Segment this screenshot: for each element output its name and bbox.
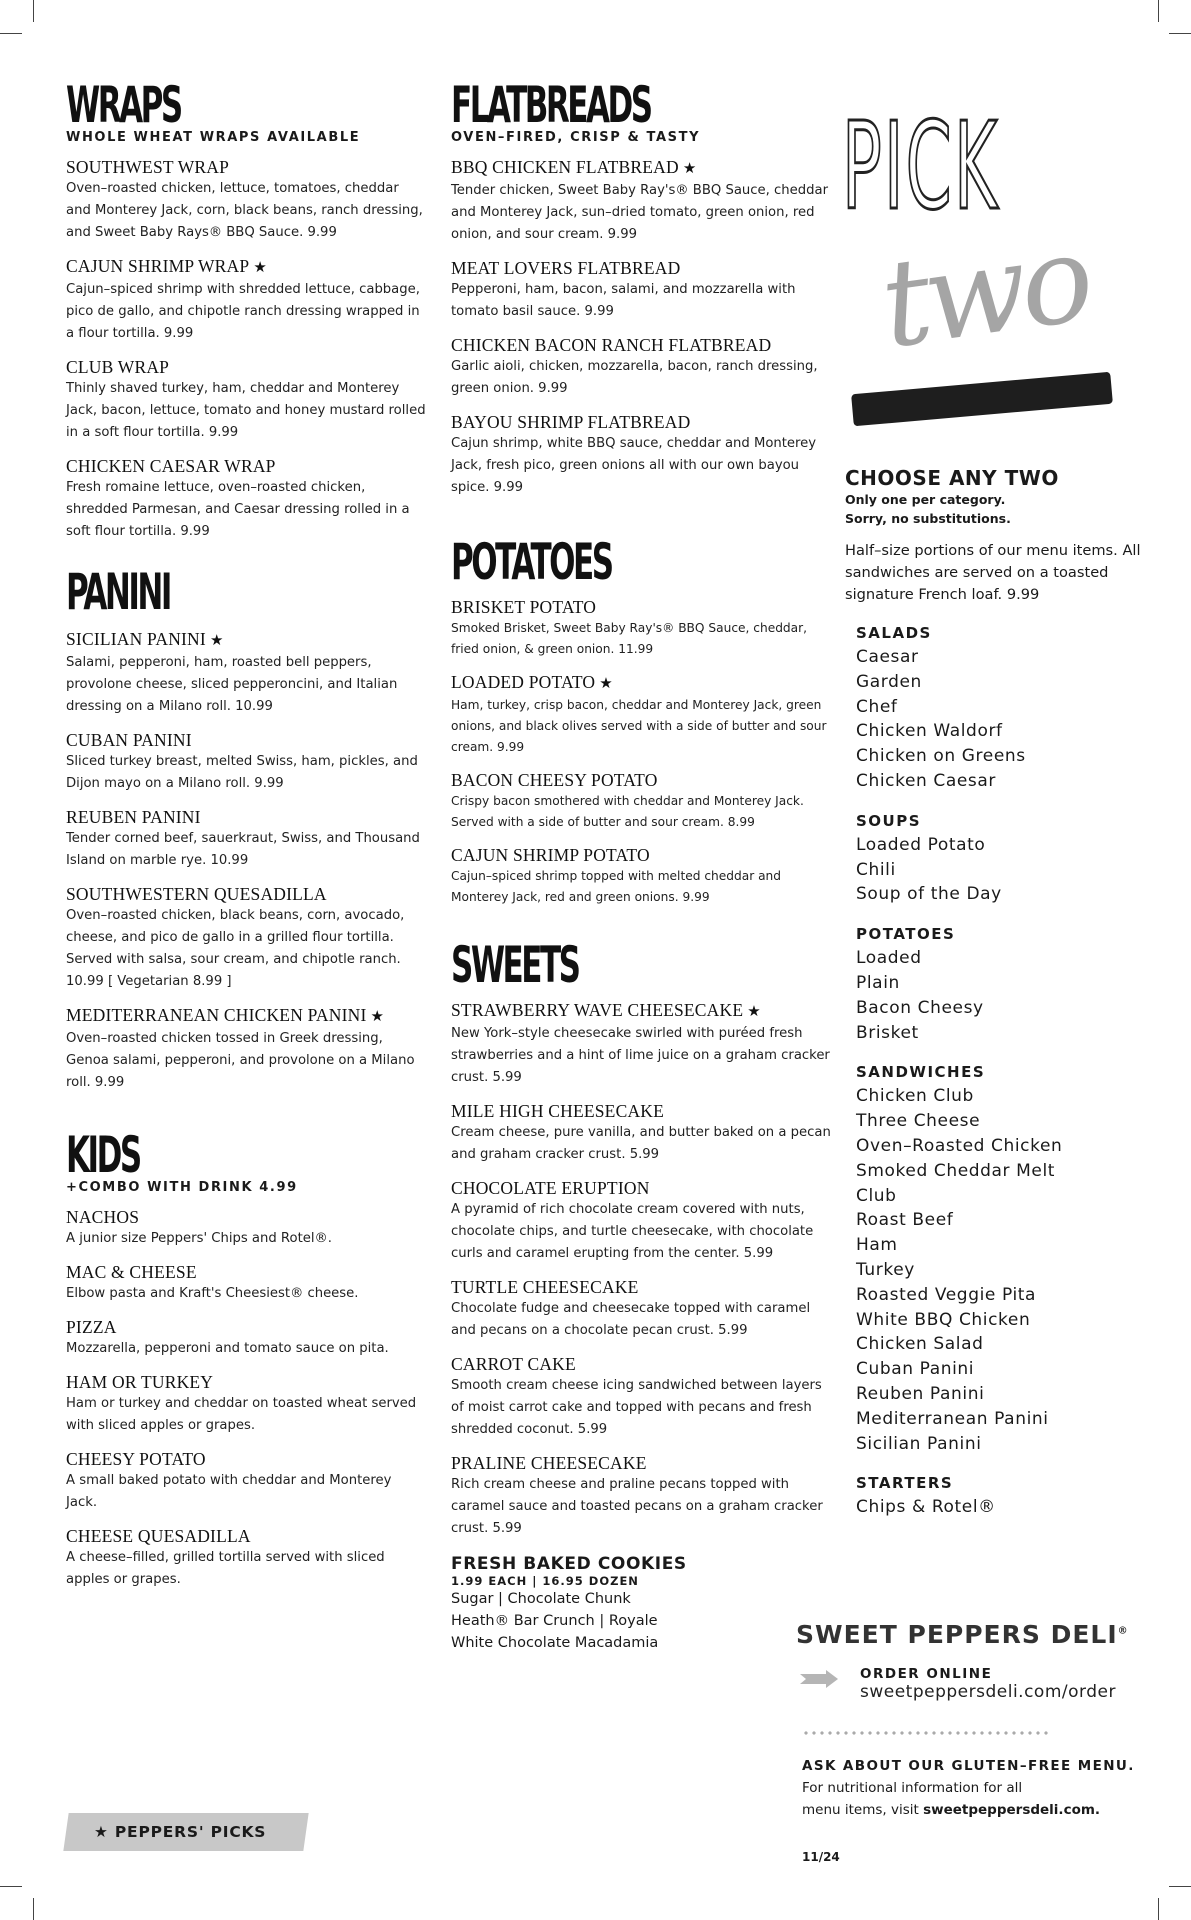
choose-block (842, 466, 1162, 606)
menu-item-name (451, 1000, 831, 1023)
menu-item-name-text: CHEESE QUESADILLA (66, 1526, 251, 1546)
potatoes-title: POTATOES (451, 533, 612, 591)
menu-item-name (451, 672, 831, 695)
cookies-line: Heath® Bar Crunch | Royale (451, 1613, 658, 1629)
arrow-icon (800, 1670, 838, 1688)
menu-item-name-text: SOUTHWESTERN QUESADILLA (66, 884, 327, 904)
menu-item-name (66, 456, 426, 477)
category-heading: POTATOES (856, 925, 956, 944)
menu-item-description: Thinly shaved turkey, ham, cheddar and Monterey Jack, bacon, lettuce, tomato and honey mustard rolled in a soft flour tortilla. 9.99 (66, 381, 426, 440)
category-item: Garden (856, 671, 922, 692)
cookies-line: Sugar | Chocolate Chunk (451, 1591, 631, 1607)
menu-item-description: Cajun–spiced shrimp topped with melted cheddar and Monterey Jack, red and green onions. 9.99 (451, 869, 782, 904)
pick-word: PICK (842, 98, 1000, 237)
wraps-subtitle: WHOLE WHEAT WRAPS AVAILABLE (66, 130, 361, 145)
panini-section (66, 563, 426, 1094)
pick-two-category (842, 812, 1162, 907)
sweets-title: SWEETS (451, 936, 579, 994)
category-item: Sicilian Panini (856, 1433, 982, 1454)
category-item: Soup of the Day (856, 884, 1002, 905)
nutrition-line: For nutritional information for all (802, 1780, 1023, 1796)
menu-item-name (66, 1207, 426, 1228)
menu-item (66, 1262, 426, 1305)
menu-item-name-text: BACON CHEESY POTATO (451, 770, 658, 790)
two-word: two (873, 209, 1096, 376)
category-item: Chili (856, 859, 896, 880)
menu-item-name (451, 1354, 831, 1375)
order-label: ORDER ONLINE (860, 1666, 993, 1682)
menu-item-name (66, 1262, 426, 1283)
wraps-title: WRAPS (66, 76, 181, 134)
menu-item (451, 845, 831, 908)
menu-item-description: Mozzarella, pepperoni and tomato sauce on pita. (66, 1341, 389, 1356)
category-item: Brisket (856, 1022, 919, 1043)
menu-item (66, 1207, 426, 1250)
cookies-price: 1.99 EACH | 16.95 DOZEN (451, 1574, 639, 1588)
middle-column (451, 76, 831, 1654)
pick-two-category (842, 1474, 1162, 1520)
pick-two-logo (842, 98, 1162, 448)
star-icon: ★ (747, 1004, 761, 1020)
potatoes-section (451, 533, 831, 908)
brand-registered: ® (1117, 1625, 1129, 1637)
menu-item (451, 1277, 831, 1342)
menu-item-name (66, 1526, 426, 1547)
category-item: Roast Beef (856, 1210, 954, 1231)
menu-item (451, 157, 831, 246)
star-icon: ★ (209, 633, 224, 649)
menu-item (451, 1178, 831, 1265)
cookies-block (451, 1554, 831, 1654)
category-item: Chicken Club (856, 1086, 974, 1107)
sweets-list (451, 1000, 831, 1540)
menu-item (451, 672, 831, 758)
menu-item-description: Tender corned beef, sauerkraut, Swiss, and Thousand Island on marble rye. 10.99 (66, 831, 420, 868)
menu-item-name (451, 597, 831, 618)
peppers-picks-label: ★ PEPPERS' PICKS (94, 1823, 267, 1841)
dotted-divider (802, 1731, 1052, 1735)
pick-two-category (842, 1063, 1162, 1456)
menu-item-description: Salami, pepperoni, ham, roasted bell peppers, provolone cheese, sliced pepperoncini, and Italian dressing on a Milano roll. 10.99 (66, 655, 398, 714)
category-item: Turkey (856, 1259, 915, 1280)
menu-item (66, 730, 426, 795)
pick-two-category (842, 624, 1162, 794)
menu-item-description: Ham or turkey and cheddar on toasted wheat served with sliced apples or grapes. (66, 1396, 417, 1433)
menu-item-description: Pepperoni, ham, bacon, salami, and mozzarella with tomato basil sauce. 9.99 (451, 282, 796, 319)
menu-item-name (66, 1449, 426, 1470)
category-items (856, 645, 1162, 794)
menu-item-name-text: STRAWBERRY WAVE CHEESECAKE (451, 1000, 744, 1020)
menu-item-description: A cheese–filled, grilled tortilla served with sliced apples or grapes. (66, 1550, 385, 1587)
menu-item (451, 1000, 831, 1089)
menu-item-name-text: HAM OR TURKEY (66, 1372, 214, 1392)
menu-item-name (451, 412, 831, 433)
menu-item-name (451, 1101, 831, 1122)
menu-item-name-text: BBQ CHICKEN FLATBREAD (451, 157, 679, 177)
menu-item-name (66, 1005, 426, 1028)
category-item: Oven–Roasted Chicken (856, 1135, 1063, 1156)
menu-item-description: Ham, turkey, crisp bacon, cheddar and Monterey Jack, green onions, and black olives served with a side of butter and sour cream. 9.99 (451, 698, 827, 754)
menu-item-name (451, 1277, 831, 1298)
menu-item-name (66, 256, 426, 279)
menu-item (66, 1005, 426, 1094)
menu-item-description: Cream cheese, pure vanilla, and butter baked on a pecan and graham cracker crust. 5.99 (451, 1125, 831, 1162)
kids-title: KIDS (66, 1126, 140, 1184)
category-item: Chicken Caesar (856, 770, 997, 791)
menu-item-name-text: CUBAN PANINI (66, 730, 192, 750)
menu-item (451, 597, 831, 660)
menu-item (66, 456, 426, 543)
menu-item-name-text: CHEESY POTATO (66, 1449, 206, 1469)
menu-item-name-text: CARROT CAKE (451, 1354, 576, 1374)
menu-item (66, 1317, 426, 1360)
category-item: Reuben Panini (856, 1383, 985, 1404)
cookies-title: FRESH BAKED COOKIES (451, 1554, 687, 1574)
menu-item-description: Chocolate fudge and cheesecake topped with caramel and pecans on a chocolate pecan crust. 5.99 (451, 1301, 811, 1338)
flatbreads-section (451, 76, 831, 499)
menu-item-name (451, 1453, 831, 1474)
category-items (856, 833, 1162, 907)
menu-item-name (451, 258, 831, 279)
menu-item-name-text: MEDITERRANEAN CHICKEN PANINI (66, 1005, 367, 1025)
menu-item-description: Crispy bacon smothered with cheddar and Monterey Jack. Served with a side of butter and sour cream. 8.99 (451, 794, 804, 829)
menu-item-description: A small baked potato with cheddar and Monterey Jack. (66, 1473, 392, 1510)
star-icon: ★ (253, 260, 267, 276)
menu-item (66, 884, 426, 993)
category-item: Loaded (856, 948, 922, 969)
wraps-section (66, 76, 426, 543)
pick-two-category (842, 925, 1162, 1045)
menu-item-name (451, 1178, 831, 1199)
menu-item-name (451, 845, 831, 866)
choose-title: CHOOSE ANY TWO (845, 466, 1059, 490)
category-item: Club (856, 1185, 897, 1206)
category-item: Bacon Cheesy (856, 997, 984, 1018)
star-icon: ★ (370, 1009, 385, 1025)
menu-item-name-text: MAC & CHEESE (66, 1262, 197, 1282)
menu-item (451, 412, 831, 499)
menu-item (451, 258, 831, 323)
nutrition-prefix: menu items, visit (802, 1802, 924, 1818)
menu-item-description: Tender chicken, Sweet Baby Ray's® BBQ Sauce, cheddar and Monterey Jack, sun–dried tomato, green onion, red onion, and sour cream. 9.99 (451, 183, 828, 242)
menu-item (451, 1453, 831, 1540)
menu-item-description: Smoked Brisket, Sweet Baby Ray's® BBQ Sauce, cheddar, fried onion, & green onion. 11.99 (451, 621, 808, 656)
menu-item-name-text: CHOCOLATE ERUPTION (451, 1178, 650, 1198)
menu-item (66, 1526, 426, 1591)
flatbreads-subtitle: OVEN–FIRED, CRISP & TASTY (451, 130, 701, 145)
menu-item-description: New York–style cheesecake swirled with puréed fresh strawberries and a hint of lime juice on a graham cracker crust. 5.99 (451, 1026, 830, 1085)
menu-item (66, 357, 426, 444)
menu-item-name (66, 1317, 426, 1338)
menu-item-name-text: SICILIAN PANINI (66, 629, 206, 649)
category-item: Chips & Rotel® (856, 1497, 996, 1518)
menu-item-name (66, 1372, 426, 1393)
category-heading: SOUPS (856, 811, 922, 830)
category-item: Smoked Cheddar Melt (856, 1160, 1056, 1181)
menu-item-name (451, 770, 831, 791)
wraps-list (66, 157, 426, 543)
menu-item-description: Cajun–spiced shrimp with shredded lettuce, cabbage, pico de gallo, and chipotle ranch dressing wrapped in a flour tortilla. 9.99 (66, 282, 420, 341)
kids-subtitle: +COMBO WITH DRINK 4.99 (66, 1180, 298, 1195)
menu-item-description: Oven–roasted chicken, lettuce, tomatoes, cheddar and Monterey Jack, corn, black beans, ranch dressing, and Sweet Baby Rays® BBQ Sauce. 9.99 (66, 181, 423, 240)
order-url-link[interactable]: sweetpeppersdeli.com/order (860, 1682, 1116, 1702)
crop-mark (33, 1898, 34, 1920)
sweets-section (451, 936, 831, 1654)
nutrition-line (802, 1799, 1162, 1821)
potatoes-list (451, 597, 831, 908)
menu-item (451, 1354, 831, 1441)
category-item: Loaded Potato (856, 834, 986, 855)
crop-mark (0, 1886, 22, 1887)
flatbreads-title: FLATBREADS (451, 76, 651, 134)
menu-item-name-text: SOUTHWEST WRAP (66, 157, 230, 177)
category-item: Cuban Panini (856, 1359, 975, 1380)
cookies-line: White Chocolate Macadamia (451, 1635, 659, 1651)
menu-item (451, 1101, 831, 1166)
category-item: Chicken Waldorf (856, 721, 1003, 742)
menu-item-description: Sliced turkey breast, melted Swiss, ham, pickles, and Dijon mayo on a Milano roll. 9.99 (66, 754, 418, 791)
category-item: Caesar (856, 647, 919, 667)
menu-item-description: Garlic aioli, chicken, mozzarella, bacon, ranch dressing, green onion. 9.99 (451, 359, 818, 396)
category-item: Chef (856, 696, 898, 717)
menu-item-name-text: MILE HIGH CHEESECAKE (451, 1101, 665, 1121)
menu-item-name (66, 884, 426, 905)
choose-note: Only one per category. (845, 492, 1006, 507)
gluten-free-heading: ASK ABOUT OUR GLUTEN–FREE MENU. (802, 1758, 1135, 1774)
crop-mark (0, 33, 22, 34)
menu-item-description: Rich cream cheese and praline pecans topped with caramel sauce and toasted pecans on a graham cracker crust. 5.99 (451, 1477, 823, 1536)
menu-item-name-text: LOADED POTATO (451, 672, 596, 692)
menu-item-name (66, 157, 426, 178)
menu-item-name-text: BRISKET POTATO (451, 597, 597, 617)
menu-item (66, 157, 426, 244)
menu-item-name-text: REUBEN PANINI (66, 807, 201, 827)
gluten-free-note (802, 1758, 1162, 1821)
menu-item-name-text: NACHOS (66, 1207, 140, 1227)
crop-mark (1158, 0, 1159, 22)
nutrition-text (802, 1777, 1162, 1821)
category-item: White BBQ Chicken (856, 1309, 1031, 1330)
menu-item (66, 807, 426, 872)
pick-two-column (842, 98, 1162, 1520)
category-item: Roasted Veggie Pita (856, 1284, 1037, 1305)
menu-item-name (451, 335, 831, 356)
category-items (856, 1084, 1162, 1456)
menu-item-description: A pyramid of rich chocolate cream covered with nuts, chocolate chips, and turtle cheesecake, with chocolate curls and caramel erupting from the center. 5.99 (451, 1202, 814, 1261)
category-heading: STARTERS (856, 1474, 954, 1493)
menu-item (66, 629, 426, 718)
category-item: Ham (856, 1235, 898, 1256)
flatbreads-list (451, 157, 831, 499)
menu-item-name (66, 629, 426, 652)
menu-item-description: Cajun shrimp, white BBQ sauce, cheddar and Monterey Jack, fresh pico, green onions all with our own bayou spice. 9.99 (451, 436, 817, 495)
crop-mark (1158, 1898, 1159, 1920)
crop-mark (1169, 1886, 1191, 1887)
menu-item-name-text: CAJUN SHRIMP WRAP (66, 256, 250, 276)
menu-item-name-text: CLUB WRAP (66, 357, 170, 377)
nutrition-link[interactable]: sweetpeppersdeli.com. (923, 1802, 1101, 1818)
menu-item (451, 335, 831, 400)
category-items (856, 946, 1162, 1045)
menu-item-name-text: TURTLE CHEESECAKE (451, 1277, 639, 1297)
category-item: Mediterranean Panini (856, 1408, 1049, 1429)
category-item: Chicken Salad (856, 1334, 984, 1355)
menu-item-name (66, 357, 426, 378)
menu-item-name (451, 157, 831, 180)
menu-item-name-text: BAYOU SHRIMP FLATBREAD (451, 412, 691, 432)
menu-item-description: Smooth cream cheese icing sandwiched between layers of moist carrot cake and topped with pecans and fresh shredded coconut. 5.99 (451, 1378, 822, 1437)
menu-item (66, 1372, 426, 1437)
kids-section (66, 1126, 426, 1591)
menu-item-description: Fresh romaine lettuce, oven–roasted chicken, shredded Parmesan, and Caesar dressing rolled in a soft flour tortilla. 9.99 (66, 480, 410, 539)
menu-item-name-text: CAJUN SHRIMP POTATO (451, 845, 650, 865)
choose-note: Sorry, no substitutions. (845, 511, 1011, 526)
star-icon: ★ (599, 676, 613, 692)
category-items (856, 1495, 1162, 1520)
menu-item-name-text: PIZZA (66, 1317, 117, 1337)
crop-mark (33, 0, 34, 22)
menu-item-name-text: MEAT LOVERS FLATBREAD (451, 258, 681, 278)
category-heading: SALADS (856, 624, 932, 642)
crop-mark (1169, 33, 1191, 34)
peppers-picks-badge (63, 1813, 308, 1851)
menu-item-description: Elbow pasta and Kraft's Cheesiest® cheese. (66, 1286, 359, 1301)
menu-item-name (66, 807, 426, 828)
category-item: Three Cheese (856, 1111, 981, 1132)
menu-item-name-text: CHICKEN BACON RANCH FLATBREAD (451, 335, 772, 355)
brand-name (796, 1620, 1129, 1649)
half-portions-text: Half–size portions of our menu items. All sandwiches are served on a toasted signature French loaf. 9.99 (845, 542, 1141, 603)
menu-item-name (66, 730, 426, 751)
menu-item (66, 1449, 426, 1514)
panini-title: PANINI (66, 563, 170, 621)
menu-item-description: Oven–roasted chicken tossed in Greek dressing, Genoa salami, pepperoni, and provolone on a Milano roll. 9.99 (66, 1031, 415, 1090)
category-item: Plain (856, 972, 900, 993)
category-heading: SANDWICHES (856, 1063, 986, 1082)
star-icon: ★ (682, 161, 697, 177)
brand-text: SWEET PEPPERS DELI (796, 1620, 1118, 1649)
pick-two-categories (842, 624, 1162, 1520)
menu-item-name-text: PRALINE CHEESECAKE (451, 1453, 647, 1473)
left-column (66, 76, 426, 1591)
menu-date: 11/24 (802, 1850, 840, 1864)
brush-stroke (851, 372, 1113, 427)
menu-item-name-text: CHICKEN CAESAR WRAP (66, 456, 276, 476)
panini-list (66, 629, 426, 1094)
menu-item (451, 770, 831, 833)
category-item: Chicken on Greens (856, 746, 1026, 767)
kids-list (66, 1207, 426, 1591)
menu-item-description: A junior size Peppers' Chips and Rotel®. (66, 1231, 332, 1246)
menu-item-description: Oven–roasted chicken, black beans, corn, avocado, cheese, and pico de gallo in a grilled flour tortilla. Served with salsa, sour cream, and chipotle ranch. 10.99 [ Vegetarian 8.99 ] (66, 908, 405, 989)
menu-item (66, 256, 426, 345)
